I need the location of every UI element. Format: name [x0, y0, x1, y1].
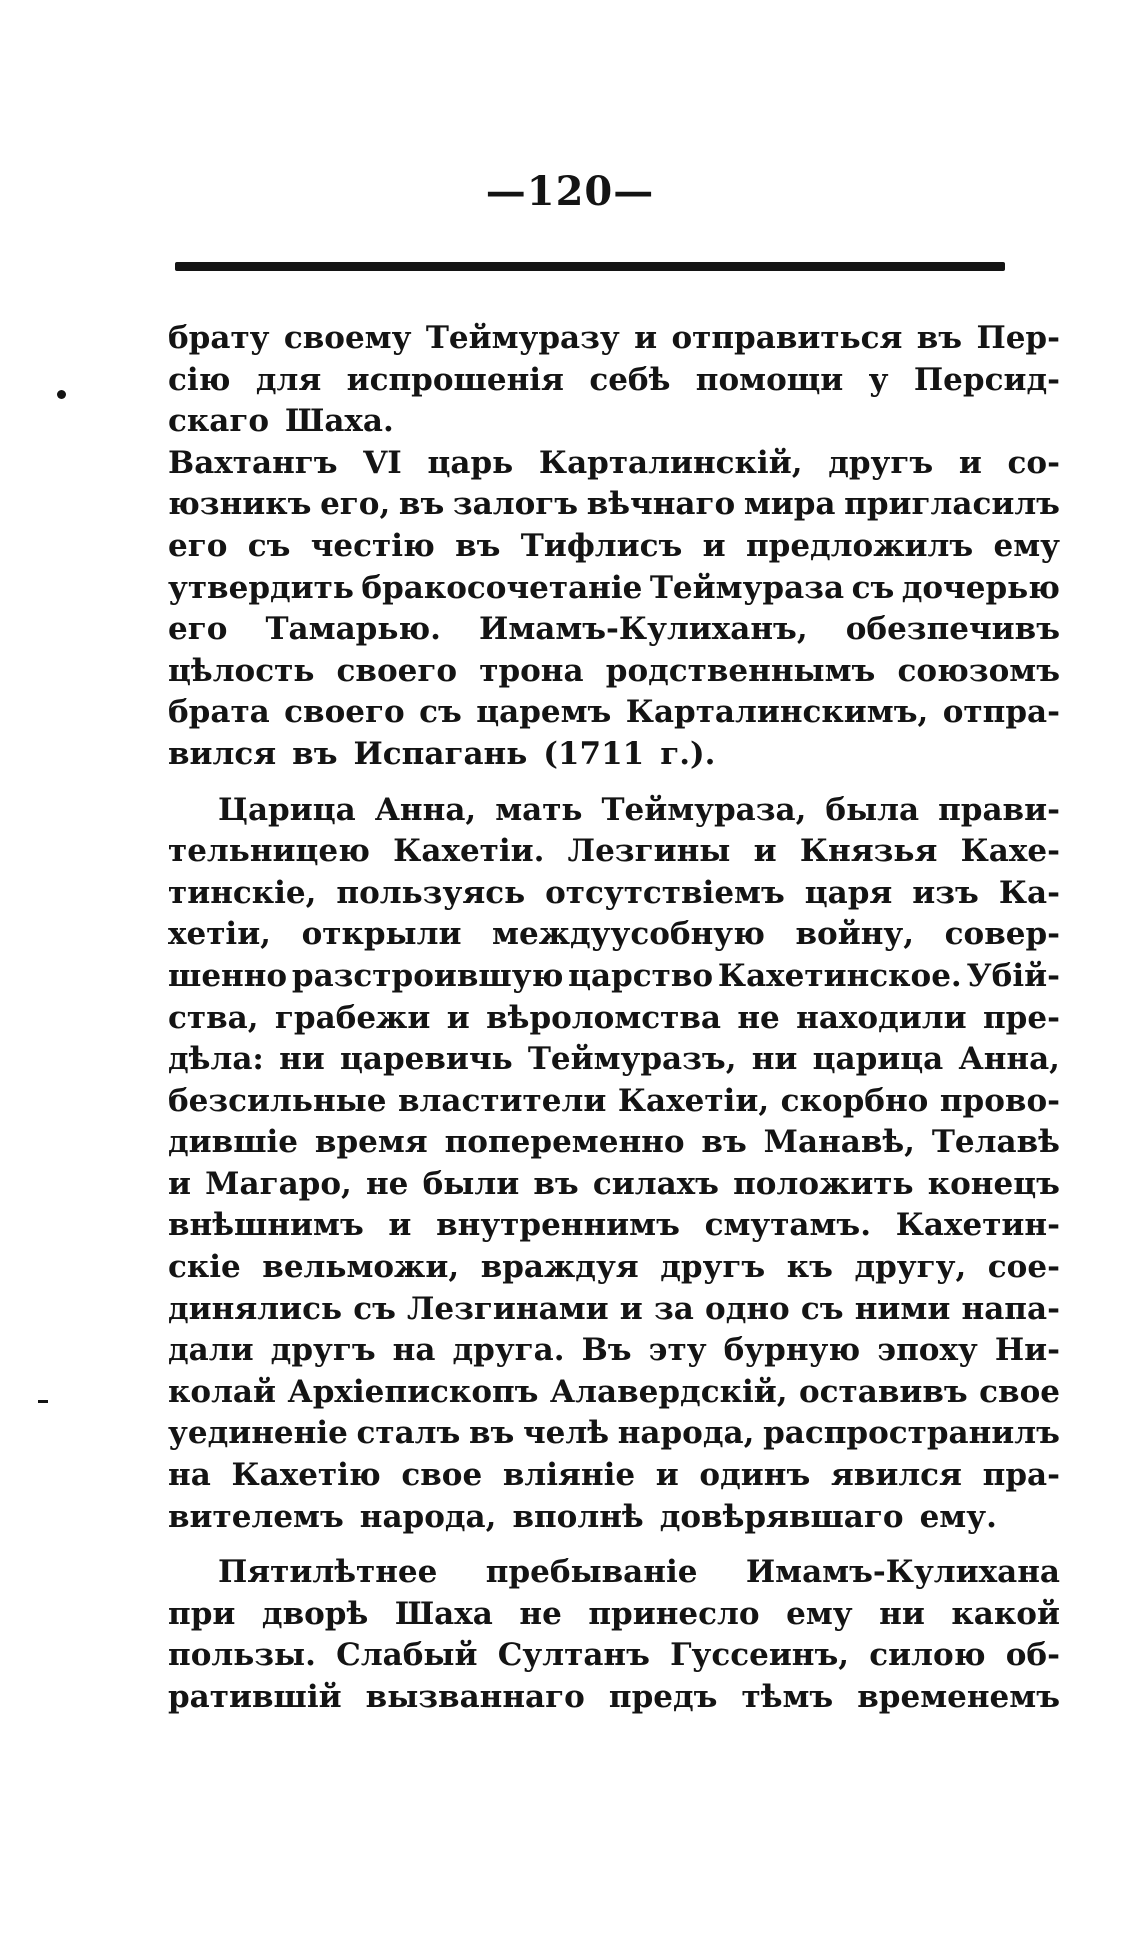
text-line: пользы. Слабый Султанъ Гуссеинъ, силою об-	[168, 1637, 1060, 1674]
text-line: утвердить бракосочетаніе Теймураза съ дочерью	[168, 569, 1060, 606]
text-line: брата своего съ царемъ Карталинскимъ, отпра-	[168, 694, 1060, 731]
text-line: Пятилѣтнее пребываніе Имамъ-Кулихана	[218, 1554, 1060, 1591]
header-rule	[175, 262, 1005, 271]
text-line: вился въ Испагань (1711 г.).	[168, 735, 716, 772]
text-line: и Магаро, не были въ силахъ положить конецъ	[168, 1165, 1060, 1202]
page-number: —120—	[485, 168, 655, 215]
text-line: скаго Шаха.	[168, 403, 394, 440]
text-line: уединеніе сталъ въ челѣ народа, распространилъ	[168, 1415, 1060, 1452]
text-line: хетіи, открыли междуусобную войну, совер-	[168, 916, 1060, 953]
text-line: безсильные властители Кахетіи, скорбно прово-	[168, 1082, 1060, 1119]
text-line: ства, грабежи и вѣроломства не находили пре-	[168, 999, 1060, 1036]
text-line: динялись съ Лезгинами и за одно съ ними напа-	[168, 1290, 1060, 1327]
text-line: юзникъ его, въ залогъ вѣчнаго мира пригласилъ	[168, 486, 1060, 523]
text-line: брату своему Теймуразу и отправиться въ Пер-	[168, 320, 1060, 356]
text-line: шенно разстроившую царство Кахетинское. Убій-	[168, 957, 1060, 994]
body-text	[168, 318, 1060, 1719]
paragraph-gap	[168, 1538, 1060, 1552]
text-line: на Кахетію свое вліяніе и одинъ явился пра-	[168, 1457, 1060, 1494]
text-line: Вахтангъ VI царь Карталинскій, другъ и со-	[168, 444, 1060, 481]
text-line: сію для испрошенія себѣ помощи у Персид-	[168, 361, 1060, 398]
text-line: при дворѣ Шаха не принесло ему ни какой	[168, 1595, 1060, 1632]
text-line: дали другъ на друга. Въ эту бурную эпоху Ни-	[168, 1332, 1060, 1369]
text-line: тельницею Кахетіи. Лезгины и Князья Кахе-	[168, 833, 1060, 870]
text-line: цѣлость своего трона родственнымъ союзомъ	[168, 652, 1060, 689]
text-line: вителемъ народа, вполнѣ довѣрявшаго ему.	[168, 1498, 997, 1535]
paragraph-gap	[168, 776, 1060, 790]
margin-dot	[57, 390, 66, 399]
text-line: дившіе время попеременно въ Манавѣ, Телавѣ	[168, 1124, 1060, 1161]
text-line: скіе вельможи, враждуя другъ къ другу, сое-	[168, 1249, 1060, 1286]
text-line: тинскіе, пользуясь отсутствіемъ царя изъ Ка-	[168, 874, 1060, 911]
text-line: его Тамарью. Имамъ-Кулиханъ, обезпечивъ	[168, 611, 1060, 648]
margin-speck	[38, 1400, 48, 1403]
text-line: ратившій вызваннаго предъ тѣмъ временемъ	[168, 1679, 1060, 1715]
text-line: колай Архіепископъ Алавердскій, оставивъ свое	[168, 1373, 1060, 1410]
text-line: внѣшнимъ и внутреннимъ смутамъ. Кахетин-	[168, 1207, 1060, 1244]
text-line: его съ честію въ Тифлисъ и предложилъ ему	[168, 527, 1060, 564]
text-line: дѣла: ни царевичь Теймуразъ, ни царица Анна,	[168, 1041, 1060, 1078]
text-line: Царица Анна, мать Теймураза, была прави-	[218, 791, 1060, 828]
